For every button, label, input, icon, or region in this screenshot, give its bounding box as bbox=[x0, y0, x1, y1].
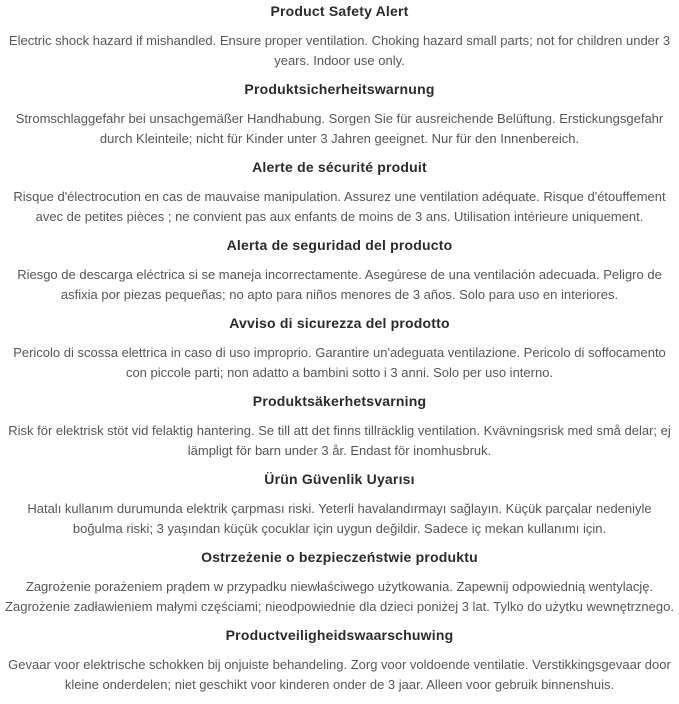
section-en bbox=[2, 2, 677, 71]
section-heading-tr: Ürün Güvenlik Uyarısı bbox=[264, 471, 415, 487]
section-heading-es: Alerta de seguridad del producto bbox=[226, 237, 453, 253]
section-fr bbox=[2, 158, 677, 227]
section-es bbox=[2, 236, 677, 305]
section-body-it: Pericolo di scossa elettrica in caso di uso improprio. Garantire un'adeguata ventilazione. Pericolo di soffocamento con piccole parti; non adatto a bambini sotto i 3 anni. Solo per uso interno. bbox=[13, 345, 666, 380]
section-body-es: Riesgo de descarga eléctrica si se maneja incorrectamente. Asegúrese de una ventilación adecuada. Peligro de asfixia por piezas pequeñas; no apto para niños menores de 3 años. Solo para uso en interiores. bbox=[17, 267, 662, 302]
section-heading-en: Product Safety Alert bbox=[270, 3, 409, 19]
section-heading-sv: Produktsäkerhetsvarning bbox=[252, 393, 427, 409]
section-body-en: Electric shock hazard if mishandled. Ensure proper ventilation. Choking hazard small parts; not for children under 3 years. Indoor use only. bbox=[8, 33, 671, 68]
section-nl bbox=[2, 626, 677, 695]
section-body-nl: Gevaar voor elektrische schokken bij onjuiste behandeling. Zorg voor voldoende ventilatie. Verstikkingsgevaar door kleine onderdelen; niet geschikt voor kinderen onder de 3 jaar. Alleen voor gebruik binnenshuis. bbox=[8, 657, 671, 692]
section-pl bbox=[2, 548, 677, 617]
section-body-fr: Risque d'électrocution en cas de mauvaise manipulation. Assurez une ventilation adéquate. Risque d'étouffement avec de petites pièces ; ne convient pas aux enfants de moins de 3 ans. Utilisation intérieure uniquement. bbox=[13, 189, 666, 224]
section-tr bbox=[2, 470, 677, 539]
section-body-sv: Risk för elektrisk stöt vid felaktig hantering. Se till att det finns tillräcklig ventilation. Kvävningsrisk med små delar; ej lämpligt för barn under 3 år. Endast för inomhusbruk. bbox=[8, 423, 671, 458]
section-de bbox=[2, 80, 677, 149]
section-heading-fr: Alerte de sécurité produit bbox=[252, 159, 427, 175]
section-heading-pl: Ostrzeżenie o bezpieczeństwie produktu bbox=[201, 549, 478, 565]
section-body-pl: Zagrożenie porażeniem prądem w przypadku niewłaściwego użytkowania. Zapewnij odpowiednią wentylację. Zagrożenie zadławieniem małymi częściami; nieodpowiednie dla dzieci poniżej 3 lat. Tylko do użytku wewnętrznego. bbox=[5, 579, 674, 614]
section-heading-it: Avviso di sicurezza del prodotto bbox=[229, 315, 450, 331]
section-body-tr: Hatalı kullanım durumunda elektrik çarpması riski. Yeterli havalandırmayı sağlayın. Küçük parçalar nedeniyle boğulma riski; 3 yaşından küçük çocuklar için uygun değildir. Sadece iç mekan kullanımı için. bbox=[27, 501, 652, 536]
section-heading-de: Produktsicherheitswarnung bbox=[244, 81, 435, 97]
section-heading-nl: Productveiligheidswaarschuwing bbox=[225, 627, 454, 643]
section-body-de: Stromschlaggefahr bei unsachgemäßer Handhabung. Sorgen Sie für ausreichende Belüftung. Erstickungsgefahr durch Kleinteile; nicht für Kinder unter 3 Jahren geeignet. Nur für den Innenbereich. bbox=[15, 111, 664, 146]
section-sv bbox=[2, 392, 677, 461]
section-it bbox=[2, 314, 677, 383]
